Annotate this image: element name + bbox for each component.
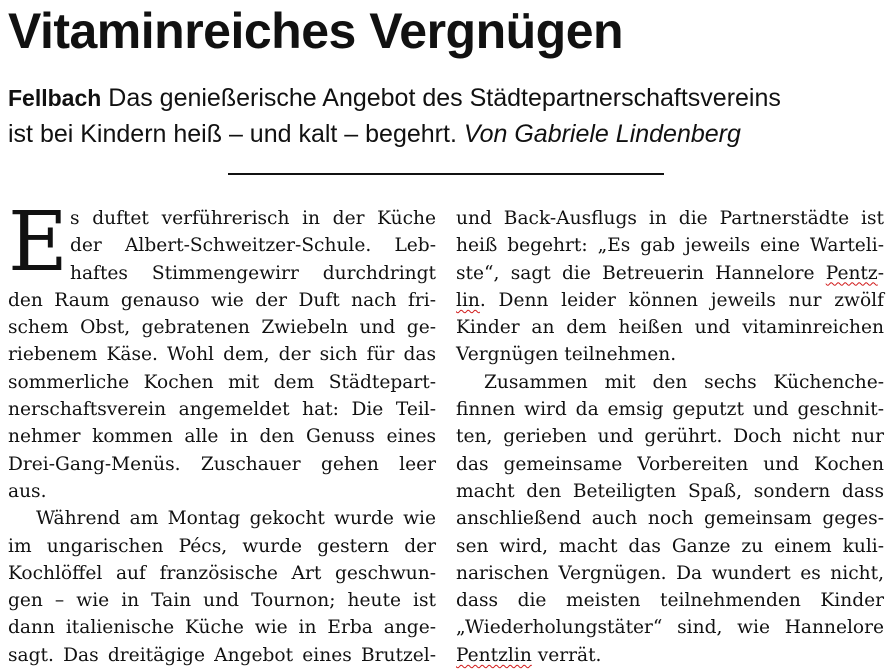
dateline-location: Fellbach — [8, 85, 102, 111]
article-headline: Vitaminreiches Vergnügen — [8, 3, 624, 59]
text-line: das gemeinsame Vorbereiten und Kochen — [456, 453, 884, 475]
text-line: schem Obst, gebratenen Zwiebeln und ge- — [8, 317, 436, 339]
text-line: macht den Beteiligten Spaß, sondern dass — [456, 480, 884, 502]
text-line: heiß begehrt: „Es gab jeweils eine Warteli- — [456, 235, 884, 257]
text-line: lin. Denn leider können jeweils nur zwölf — [456, 289, 884, 311]
text-line: sen wird, macht das Ganze zu einem kuli- — [456, 535, 884, 557]
text-line: Zusammen mit den sechs Küchenche- — [484, 371, 884, 393]
article-teaser — [8, 80, 883, 152]
text-line: Drei-Gang-Menüs. Zuschauer gehen leer — [8, 453, 436, 475]
text-line: ste“, sagt die Betreuerin Hannelore Pentz- — [456, 262, 884, 284]
teaser-line-2: ist bei Kindern heiß – und kalt – begehrt. — [8, 120, 457, 148]
text-line: haftes Stimmengewirr durchdringt — [70, 262, 436, 284]
text-line: riebenem Käse. Wohl dem, der sich für das — [8, 344, 436, 366]
text-line: Pentzlin verrät. — [456, 644, 602, 666]
teaser-line-1: Das genießerische Angebot des Städtepartnerschaftsvereins — [108, 84, 781, 112]
article-column-right — [456, 205, 884, 669]
text-line: Während am Montag gekocht wurde wie — [36, 508, 436, 530]
text-line: „Wiederholungstäter“ sind, wie Hannelore — [456, 617, 884, 639]
text-line: narischen Vergnügen. Da wundert es nicht, — [456, 562, 884, 584]
text-line: Vergnügen teilnehmen. — [456, 344, 677, 366]
text-line: den Raum genauso wie der Duft nach fri- — [8, 289, 436, 311]
text-line: sommerliche Kochen mit dem Städtepart- — [8, 371, 436, 393]
text-line: finnen wird da emsig geputzt und geschnit- — [456, 399, 884, 421]
drop-cap: E — [8, 195, 68, 290]
text-line: und Back-Ausflugs in die Partnerstädte ist — [456, 208, 884, 229]
text-line: s duftet verführerisch in der Küche — [70, 208, 436, 229]
text-line: der Albert-Schweitzer-Schule. Leb- — [70, 235, 436, 257]
text-line: gen – wie in Tain und Tournon; heute ist — [8, 590, 436, 612]
text-line: nehmer kommen alle in den Genuss eines — [8, 426, 436, 448]
text-line: dass die meisten teilnehmenden Kinder — [456, 590, 884, 612]
separator-rule — [228, 173, 664, 175]
spellcheck-marked-word: Pentz — [825, 262, 878, 284]
text-line: nerschaftsverein angemeldet hat: Die Teil- — [8, 399, 436, 421]
text-line: ten, gerieben und gerührt. Doch nicht nur — [456, 426, 884, 448]
author-byline: Von Gabriele Lindenberg — [463, 120, 741, 148]
text-line: dann italienische Küche wie in Erba ange- — [8, 617, 436, 639]
text-line: anschließend auch noch gemeinsam geges- — [456, 508, 884, 530]
text-line: aus. — [8, 480, 47, 502]
article-column-left — [8, 195, 436, 669]
text-line: im ungarischen Pécs, wurde gestern der — [8, 535, 436, 557]
text-line: Kinder an dem heißen und vitaminreichen — [456, 317, 884, 339]
text-line: sagt. Das dreitägige Angebot eines Brutzel- — [8, 644, 436, 666]
spellcheck-marked-word: lin — [456, 289, 480, 311]
text-line: Kochlöffel auf französische Art geschwun- — [8, 562, 436, 584]
spellcheck-marked-word: Pentzlin — [456, 644, 532, 666]
